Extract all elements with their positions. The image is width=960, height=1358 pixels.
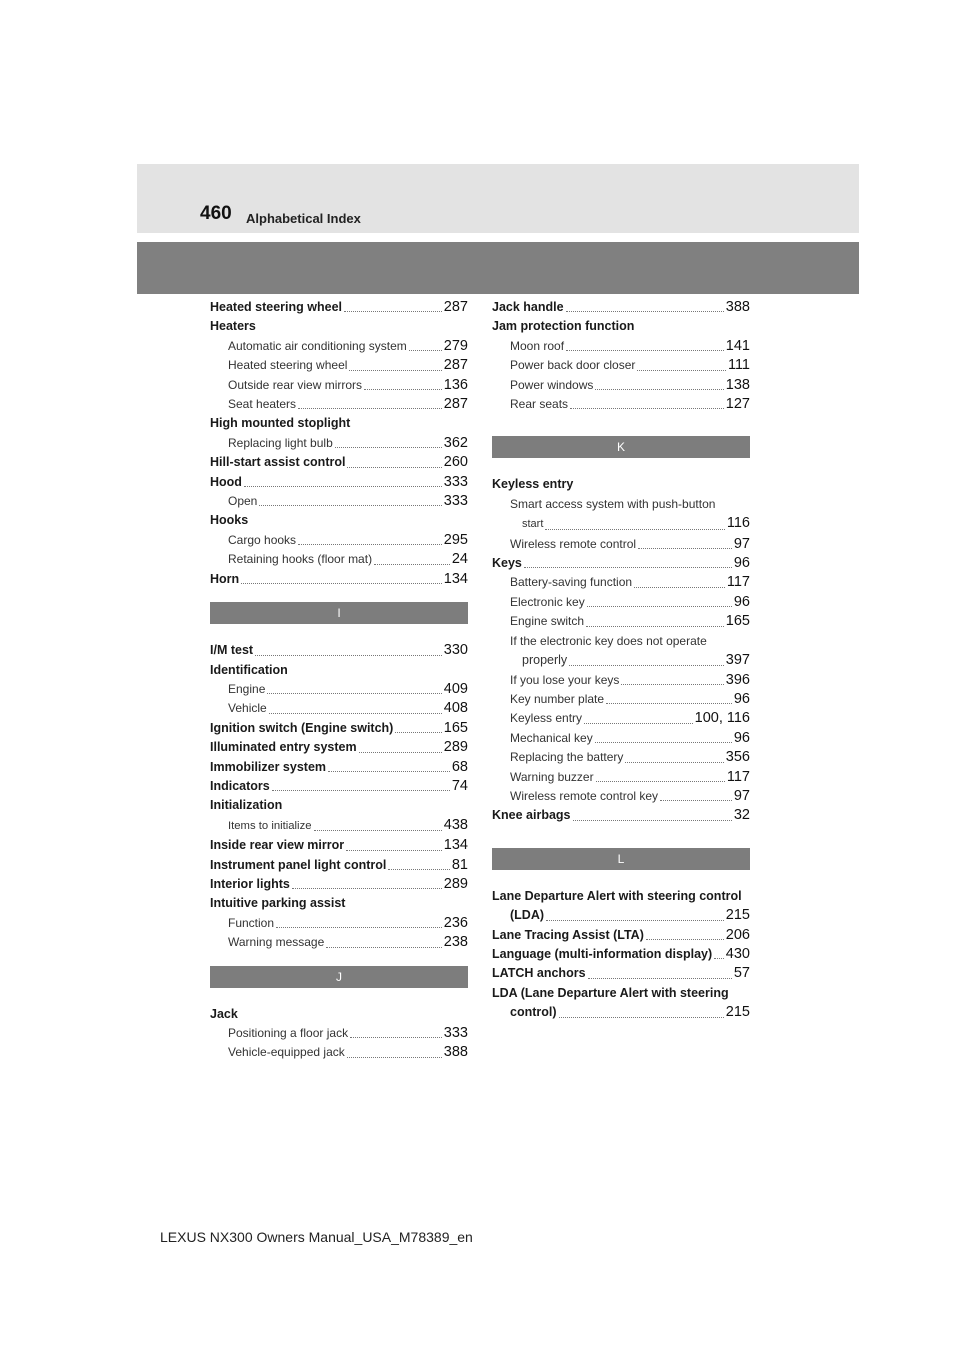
index-entry: Identification: [210, 662, 288, 677]
index-subentry: Moon roof 141: [510, 337, 750, 354]
index-entry: High mounted stoplight: [210, 416, 351, 431]
index-subentry: [492, 632, 750, 671]
index-subentry: Wireless remote control key 97: [510, 787, 750, 804]
index-subentry: Power back door closer 111: [510, 357, 750, 374]
index-subentry: Electronic key 96: [510, 593, 750, 610]
letter-header-k: K: [492, 436, 750, 458]
index-entry: Jack: [210, 1006, 238, 1021]
index-entry: [492, 984, 750, 1023]
index-entry: Knee airbags 32: [492, 807, 750, 824]
index-entry: Horn 134: [210, 570, 468, 587]
index-entry-line1: Lane Departure Alert with steering control: [492, 888, 742, 903]
index-subentry: If you lose your keys 396: [510, 671, 750, 688]
index-subentry: Items to initialize 438: [228, 816, 468, 833]
index-subentry: Function 236: [228, 914, 468, 931]
letter-header-j: J: [210, 966, 468, 988]
index-entry: [492, 887, 750, 926]
footer-text: LEXUS NX300 Owners Manual_USA_M78389_en: [160, 1229, 473, 1245]
index-subentry: Mechanical key 96: [510, 729, 750, 746]
index-subentry: Seat heaters 287: [228, 396, 468, 413]
index-subentry: Keyless entry 100, 116: [510, 710, 750, 727]
index-entry-line1: LDA (Lane Departure Alert with steering: [492, 985, 729, 1000]
index-subentry: Cargo hooks 295: [228, 531, 468, 548]
index-entry: Interior lights 289: [210, 875, 468, 892]
index-subentry: Replacing light bulb 362: [228, 434, 468, 451]
index-subentry: Warning buzzer 117: [510, 768, 750, 785]
index-subentry: Heated steering wheel 287: [228, 357, 468, 374]
index-entry-line2: (LDA) 215: [510, 907, 750, 924]
index-subentry: Vehicle-equipped jack 388: [228, 1044, 468, 1061]
letter-header-l: L: [492, 848, 750, 870]
index-subentry: Warning message 238: [228, 934, 468, 951]
index-subentry-line2: start 116: [522, 515, 750, 532]
letter-header-i: I: [210, 602, 468, 624]
index-subentry: Power windows 138: [510, 376, 750, 393]
index-subentry: Vehicle 408: [228, 700, 468, 717]
index-subentry: Retaining hooks (floor mat) 24: [228, 551, 468, 568]
index-subentry-line1: If the electronic key does not operate: [510, 633, 707, 648]
index-entry-line2: control) 215: [510, 1004, 750, 1021]
index-entry: Heated steering wheel 287: [210, 299, 468, 315]
index-entry: LATCH anchors 57: [492, 965, 750, 982]
index-entry: Illuminated entry system 289: [210, 739, 468, 756]
index-subentry: Engine switch 165: [510, 613, 750, 630]
index-entry: Instrument panel light control 81: [210, 856, 468, 873]
index-entry: I/M test 330: [210, 642, 468, 659]
index-entry: Heaters: [210, 319, 256, 334]
index-subentry-line1: Smart access system with push-button: [510, 496, 716, 511]
page-number: 460: [200, 203, 232, 224]
index-subentry: Battery-saving function 117: [510, 574, 750, 591]
index-entry: Indicators 74: [210, 777, 468, 794]
index-subentry: Outside rear view mirrors 136: [228, 376, 468, 393]
index-entry: Immobilizer system 68: [210, 758, 468, 775]
index-entry: Hooks: [210, 513, 249, 528]
index-column-right: [492, 298, 750, 1023]
index-subentry: Automatic air conditioning system 279: [228, 337, 468, 354]
index-entry: Jack handle 388: [492, 299, 750, 315]
page-title: Alphabetical Index: [246, 211, 361, 226]
index-subentry: Positioning a floor jack 333: [228, 1025, 468, 1041]
index-entry: Intuitive parking assist: [210, 896, 346, 911]
section-band: [137, 242, 859, 294]
index-entry: Inside rear view mirror 134: [210, 837, 468, 854]
index-subentry: Wireless remote control 97: [510, 535, 750, 552]
index-column-left: [210, 298, 468, 1063]
index-subentry: Open 333: [228, 493, 468, 510]
index-entry: Language (multi-information display) 430: [492, 945, 750, 962]
index-subentry: Replacing the battery 356: [510, 749, 750, 766]
index-entry: Keys 96: [492, 555, 750, 572]
index-subentry: [492, 495, 750, 535]
index-entry: Initialization: [210, 798, 283, 813]
index-entry: Jam protection function: [492, 319, 635, 334]
index-subentry: Rear seats 127: [510, 396, 750, 413]
index-subentry: Engine 409: [228, 680, 468, 697]
index-entry: Hood 333: [210, 473, 468, 490]
index-entry: Lane Tracing Assist (LTA) 206: [492, 926, 750, 943]
index-subentry: Key number plate 96: [510, 690, 750, 707]
index-entry: Hill-start assist control 260: [210, 454, 468, 471]
index-entry: Ignition switch (Engine switch) 165: [210, 719, 468, 736]
index-subentry-line2: properly 397: [522, 652, 750, 669]
index-entry: Keyless entry: [492, 477, 574, 492]
